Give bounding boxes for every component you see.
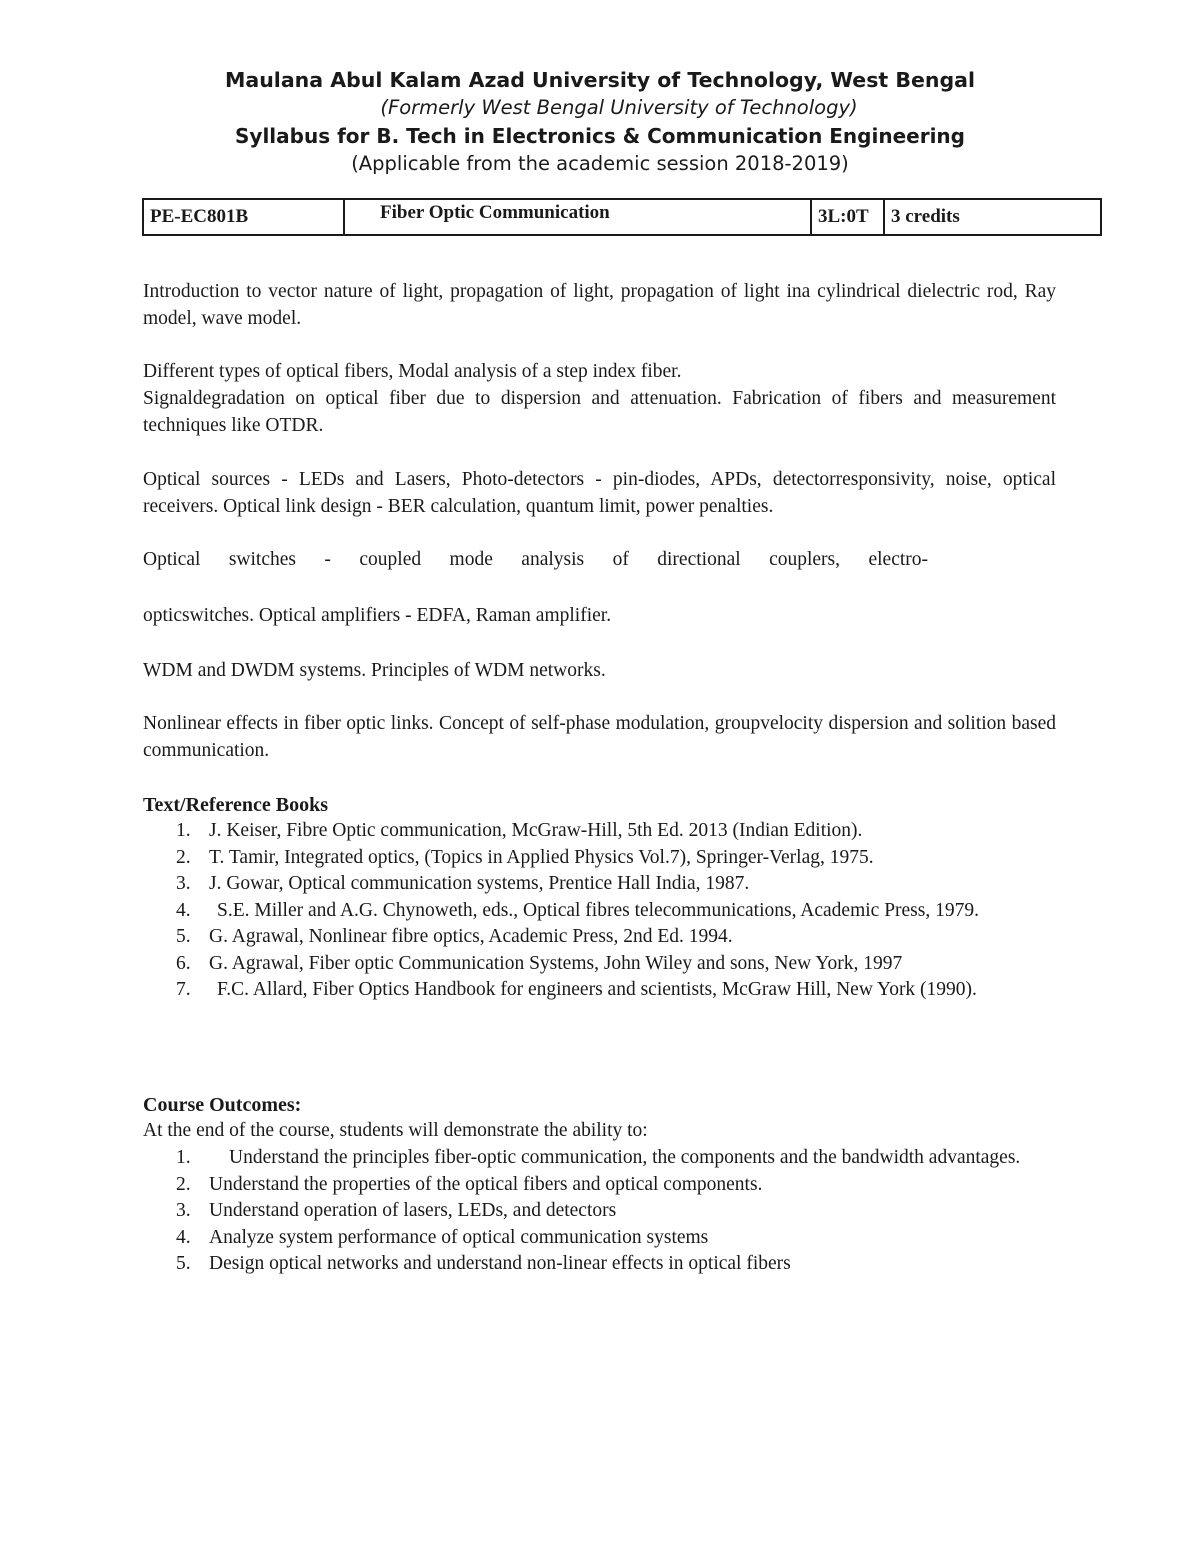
reference-item [143,818,1056,845]
course-info-row [143,199,1101,235]
references-heading: Text/Reference Books [143,794,328,816]
content-paragraph-4a: Optical switches - coupled mode analysis of directional couplers, electro- [143,549,928,570]
outcome-item [143,1172,1056,1199]
outcome-item [143,1251,1056,1278]
content-paragraph-1: Introduction to vector nature of light, propagation of light, propagation of light ina cylindrical dielectric rod, Ray model, wave model. [143,281,1056,329]
reference-item [143,845,1056,872]
reference-item [143,951,1056,978]
reference-item [143,898,1056,925]
course-credits: 3 credits [884,199,1101,235]
reference-number: 2. [176,846,191,868]
outcome-text: Understand operation of lasers, LEDs, and detectors [209,1200,617,1221]
document-header [0,66,1200,178]
reference-item [143,977,1056,1004]
outcomes-heading: Course Outcomes: [143,1094,302,1116]
outcome-list [143,1145,1056,1278]
content-paragraph-4b: opticswitches. Optical amplifiers - EDFA, Raman amplifier. [143,605,612,626]
course-info-table [142,198,1102,236]
reference-number: 1. [176,820,191,841]
reference-text: T. Tamir, Integrated optics, (Topics in Applied Physics Vol.7), Springer-Verlag, 1975. [209,846,874,868]
reference-number: 4. [176,899,191,921]
reference-text: G. Agrawal, Fiber optic Communication Systems, John Wiley and sons, New York, 1997 [209,952,903,974]
content-paragraph-6: Nonlinear effects in fiber optic links. Concept of self-phase modulation, groupvelocity dispersion and solition based communication. [143,713,1056,761]
outcome-text: Analyze system performance of optical communication systems [209,1226,709,1248]
course-hours: 3L:0T [811,199,884,235]
course-title: Fiber Optic Communication [344,199,811,235]
outcome-number: 4. [176,1226,191,1248]
formerly-name: (Formerly West Bengal University of Technology) [380,96,858,119]
course-code: PE-EC801B [143,199,344,235]
reference-list [143,818,1056,1004]
content-paragraph-2b: Signaldegradation on optical fiber due to dispersion and attenuation. Fabrication of fibers and measurement techniques like OTDR. [143,388,1056,436]
reference-number: 6. [176,952,191,974]
reference-number: 5. [176,926,191,947]
outcome-text: Design optical networks and understand non-linear effects in optical fibers [209,1253,791,1274]
reference-number: 3. [176,873,191,894]
reference-text: G. Agrawal, Nonlinear fibre optics, Academic Press, 2nd Ed. 1994. [209,926,733,947]
outcomes-intro: At the end of the course, students will demonstrate the ability to: [143,1120,648,1141]
reference-text: J. Keiser, Fibre Optic communication, McGraw-Hill, 5th Ed. 2013 (Indian Edition). [209,820,863,841]
syllabus-title: Syllabus for B. Tech in Electronics & Communication Engineering [235,124,965,148]
university-name: Maulana Abul Kalam Azad University of Technology, West Bengal [224,68,976,92]
outcome-text: Understand the properties of the optical fibers and optical components. [209,1173,763,1195]
outcome-item [143,1145,1056,1172]
content-paragraph-5: WDM and DWDM systems. Principles of WDM networks. [143,660,606,681]
reference-text: S.E. Miller and A.G. Chynoweth, eds., Optical fibres telecommunications, Academic Press, 1979. [217,899,979,921]
outcome-item [143,1198,1056,1225]
outcome-number: 1. [176,1147,191,1168]
outcome-text: Understand the principles fiber-optic communication, the components and the bandwidth advantages. [229,1147,1021,1168]
reference-number: 7. [176,979,191,1000]
reference-text: F.C. Allard, Fiber Optics Handbook for engineers and scientists, McGraw Hill, New York (1990). [217,979,977,1000]
applicable-session: (Applicable from the academic session 2018-2019) [351,152,849,175]
outcome-number: 3. [176,1200,191,1221]
outcome-number: 2. [176,1173,191,1195]
outcome-item [143,1225,1056,1252]
content-paragraph-3: Optical sources - LEDs and Lasers, Photo-detectors - pin-diodes, APDs, detectorresponsivity, noise, optical receivers. Optical link design - BER calculation, quantum limit, power penalties. [143,469,1056,517]
reference-text: J. Gowar, Optical communication systems, Prentice Hall India, 1987. [209,873,750,894]
outcome-number: 5. [176,1253,191,1274]
content-paragraph-2a: Different types of optical fibers, Modal analysis of a step index fiber. [143,361,682,382]
reference-item [143,924,1056,951]
reference-item [143,871,1056,898]
